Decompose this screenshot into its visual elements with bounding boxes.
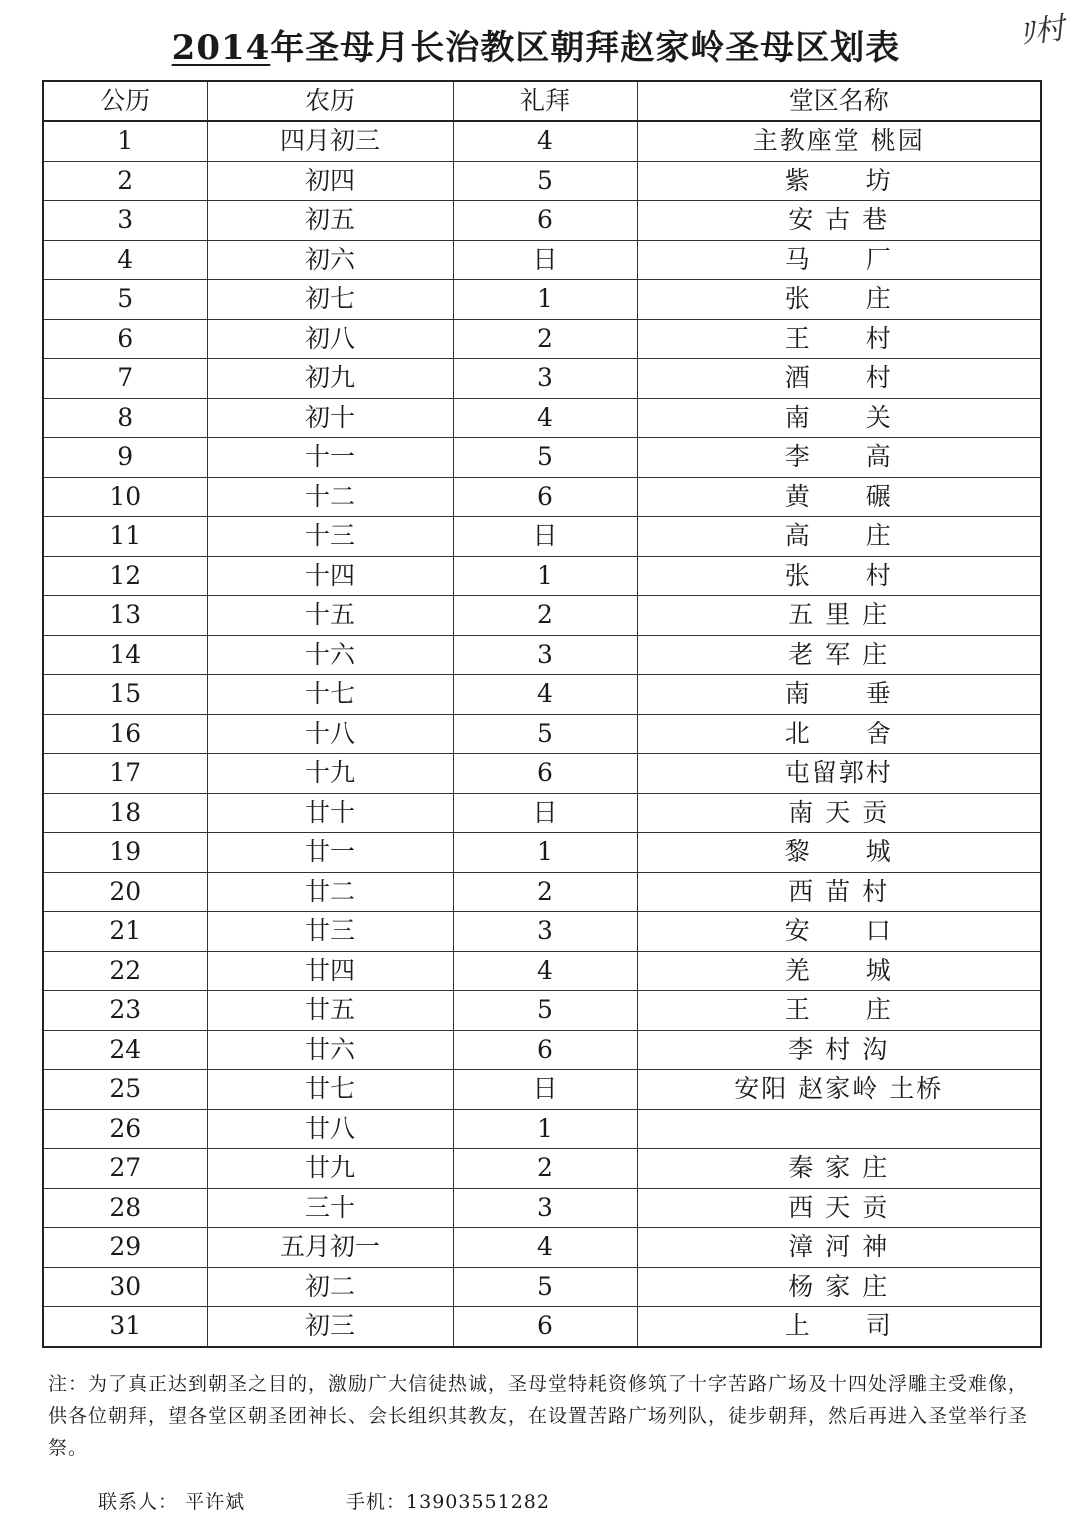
- table-row: [43, 1109, 1041, 1149]
- cell-parish: 安 口: [637, 912, 1041, 952]
- column-header-solar: 公历: [43, 81, 207, 121]
- cell-parish: 马 厂: [637, 240, 1041, 280]
- cell-lunar-date: 十三: [207, 517, 453, 557]
- cell-lunar-date: 廿二: [207, 872, 453, 912]
- cell-parish: 李 高: [637, 438, 1041, 478]
- table-row: [43, 991, 1041, 1031]
- cell-lunar-date: 三十: [207, 1188, 453, 1228]
- cell-lunar-date: 廿九: [207, 1149, 453, 1189]
- handwritten-corner-mark: ﾘ村: [1017, 11, 1067, 52]
- cell-weekday: 6: [453, 477, 637, 517]
- cell-weekday: 2: [453, 1149, 637, 1189]
- cell-solar-date: 16: [43, 714, 207, 754]
- cell-lunar-date: 初五: [207, 201, 453, 241]
- table-row: [43, 438, 1041, 478]
- cell-solar-date: 28: [43, 1188, 207, 1228]
- table-row: [43, 1188, 1041, 1228]
- cell-parish: 西 苗 村: [637, 872, 1041, 912]
- table-row: [43, 754, 1041, 794]
- cell-weekday: 4: [453, 121, 637, 161]
- cell-lunar-date: 初二: [207, 1267, 453, 1307]
- table-row: [43, 912, 1041, 952]
- cell-lunar-date: 十七: [207, 675, 453, 715]
- cell-parish: 西 天 贡: [637, 1188, 1041, 1228]
- cell-solar-date: 21: [43, 912, 207, 952]
- cell-parish: 王 村: [637, 319, 1041, 359]
- cell-parish: 老 军 庄: [637, 635, 1041, 675]
- table-header-row: [43, 81, 1041, 121]
- cell-parish: 南 天 贡: [637, 793, 1041, 833]
- table-row: [43, 1149, 1041, 1189]
- cell-lunar-date: 初九: [207, 359, 453, 399]
- table-row: [43, 161, 1041, 201]
- table-row: [43, 1307, 1041, 1347]
- table-row: [43, 714, 1041, 754]
- column-header-weekday: 礼拜: [453, 81, 637, 121]
- cell-solar-date: 27: [43, 1149, 207, 1189]
- cell-weekday: 1: [453, 1109, 637, 1149]
- cell-solar-date: 15: [43, 675, 207, 715]
- cell-solar-date: 12: [43, 556, 207, 596]
- cell-weekday: 3: [453, 359, 637, 399]
- cell-weekday: 5: [453, 161, 637, 201]
- cell-solar-date: 30: [43, 1267, 207, 1307]
- cell-solar-date: 4: [43, 240, 207, 280]
- cell-solar-date: 7: [43, 359, 207, 399]
- cell-weekday: 6: [453, 754, 637, 794]
- table-row: [43, 1267, 1041, 1307]
- table-row: [43, 675, 1041, 715]
- cell-weekday: 1: [453, 280, 637, 320]
- table-row: [43, 1030, 1041, 1070]
- column-header-parish: 堂区名称: [637, 81, 1041, 121]
- table-row: [43, 1070, 1041, 1110]
- table-row: [43, 280, 1041, 320]
- cell-parish: 上 司: [637, 1307, 1041, 1347]
- table-row: [43, 635, 1041, 675]
- cell-solar-date: 26: [43, 1109, 207, 1149]
- table-row: [43, 517, 1041, 557]
- cell-lunar-date: 廿十: [207, 793, 453, 833]
- cell-parish: 杨 家 庄: [637, 1267, 1041, 1307]
- cell-parish: 王 庄: [637, 991, 1041, 1031]
- contact-person-label: 联系人：: [98, 1491, 179, 1513]
- cell-weekday: 5: [453, 714, 637, 754]
- cell-parish: 黄 碾: [637, 477, 1041, 517]
- cell-weekday: 4: [453, 1228, 637, 1268]
- cell-parish: 南 垂: [637, 675, 1041, 715]
- cell-solar-date: 18: [43, 793, 207, 833]
- cell-lunar-date: 廿四: [207, 951, 453, 991]
- cell-weekday: 日: [453, 793, 637, 833]
- cell-weekday: 日: [453, 240, 637, 280]
- cell-lunar-date: 五月初一: [207, 1228, 453, 1268]
- cell-weekday: 6: [453, 1307, 637, 1347]
- cell-parish: 张 村: [637, 556, 1041, 596]
- cell-lunar-date: 初三: [207, 1307, 453, 1347]
- table-row: [43, 240, 1041, 280]
- cell-solar-date: 13: [43, 596, 207, 636]
- table-row: [43, 477, 1041, 517]
- table-body: [43, 121, 1041, 1347]
- cell-solar-date: 8: [43, 398, 207, 438]
- table-row: [43, 556, 1041, 596]
- cell-lunar-date: 十二: [207, 477, 453, 517]
- cell-lunar-date: 十八: [207, 714, 453, 754]
- cell-lunar-date: 廿五: [207, 991, 453, 1031]
- cell-solar-date: 9: [43, 438, 207, 478]
- cell-solar-date: 24: [43, 1030, 207, 1070]
- cell-lunar-date: 初七: [207, 280, 453, 320]
- cell-lunar-date: 廿七: [207, 1070, 453, 1110]
- cell-parish: 黎 城: [637, 833, 1041, 873]
- cell-weekday: 4: [453, 951, 637, 991]
- note-paragraph: 注：为了真正达到朝圣之目的，激励广大信徒热诚，圣母堂特耗资修筑了十字苦路广场及十四处浮雕主受难像，供各位朝拜，望各堂区朝圣团神长、会长组织其教友，在设置苦路广场列队，徒步朝拜，然后再进入圣堂举行圣祭。: [48, 1373, 1029, 1459]
- cell-weekday: 4: [453, 675, 637, 715]
- cell-lunar-date: 初四: [207, 161, 453, 201]
- cell-weekday: 5: [453, 991, 637, 1031]
- cell-parish: 紫 坊: [637, 161, 1041, 201]
- column-header-lunar: 农历: [207, 81, 453, 121]
- table-row: [43, 951, 1041, 991]
- cell-parish: 屯留郭村: [637, 754, 1041, 794]
- cell-solar-date: 14: [43, 635, 207, 675]
- cell-lunar-date: 廿一: [207, 833, 453, 873]
- table-row: [43, 359, 1041, 399]
- cell-solar-date: 10: [43, 477, 207, 517]
- cell-weekday: 2: [453, 319, 637, 359]
- cell-weekday: 2: [453, 596, 637, 636]
- cell-parish: 安 古 巷: [637, 201, 1041, 241]
- cell-weekday: 2: [453, 872, 637, 912]
- cell-solar-date: 23: [43, 991, 207, 1031]
- table-row: [43, 319, 1041, 359]
- cell-weekday: 1: [453, 556, 637, 596]
- cell-weekday: 3: [453, 635, 637, 675]
- cell-lunar-date: 初六: [207, 240, 453, 280]
- cell-lunar-date: 十六: [207, 635, 453, 675]
- cell-parish: 漳 河 神: [637, 1228, 1041, 1268]
- cell-solar-date: 20: [43, 872, 207, 912]
- cell-solar-date: 19: [43, 833, 207, 873]
- pilgrimage-schedule-table: [42, 80, 1042, 1348]
- cell-lunar-date: 十五: [207, 596, 453, 636]
- cell-solar-date: 6: [43, 319, 207, 359]
- table-row: [43, 872, 1041, 912]
- table-row: [43, 121, 1041, 161]
- cell-lunar-date: 十一: [207, 438, 453, 478]
- cell-weekday: 日: [453, 517, 637, 557]
- cell-solar-date: 22: [43, 951, 207, 991]
- cell-weekday: 6: [453, 1030, 637, 1070]
- cell-weekday: 5: [453, 438, 637, 478]
- cell-parish: 羌 城: [637, 951, 1041, 991]
- cell-solar-date: 29: [43, 1228, 207, 1268]
- table-row: [43, 596, 1041, 636]
- table-row: [43, 398, 1041, 438]
- cell-lunar-date: 十四: [207, 556, 453, 596]
- cell-weekday: 1: [453, 833, 637, 873]
- cell-lunar-date: 四月初三: [207, 121, 453, 161]
- cell-solar-date: 31: [43, 1307, 207, 1347]
- cell-solar-date: 1: [43, 121, 207, 161]
- cell-weekday: 4: [453, 398, 637, 438]
- cell-solar-date: 5: [43, 280, 207, 320]
- table-row: [43, 793, 1041, 833]
- cell-weekday: 5: [453, 1267, 637, 1307]
- cell-parish: [637, 1109, 1041, 1149]
- cell-lunar-date: 十九: [207, 754, 453, 794]
- cell-solar-date: 17: [43, 754, 207, 794]
- cell-parish: 安阳 赵家岭 土桥: [637, 1070, 1041, 1110]
- cell-solar-date: 3: [43, 201, 207, 241]
- table-row: [43, 1228, 1041, 1268]
- contact-line: [98, 1488, 550, 1516]
- title-year: 2014: [171, 28, 271, 68]
- cell-weekday: 3: [453, 912, 637, 952]
- cell-lunar-date: 初八: [207, 319, 453, 359]
- cell-weekday: 6: [453, 201, 637, 241]
- cell-lunar-date: 初十: [207, 398, 453, 438]
- cell-solar-date: 25: [43, 1070, 207, 1110]
- title-text: 年圣母月长治教区朝拜赵家岭圣母区划表: [270, 28, 901, 68]
- contact-phone-label: 手机：: [346, 1491, 407, 1513]
- contact-person-name: 平许斌: [185, 1491, 246, 1513]
- cell-solar-date: 2: [43, 161, 207, 201]
- cell-lunar-date: 廿六: [207, 1030, 453, 1070]
- cell-parish: 秦 家 庄: [637, 1149, 1041, 1189]
- cell-parish: 李 村 沟: [637, 1030, 1041, 1070]
- cell-parish: 主教座堂 桃园: [637, 121, 1041, 161]
- contact-phone: [346, 1488, 550, 1516]
- cell-parish: 五 里 庄: [637, 596, 1041, 636]
- cell-weekday: 3: [453, 1188, 637, 1228]
- contact-phone-number: 13903551282: [406, 1491, 550, 1513]
- cell-weekday: 日: [453, 1070, 637, 1110]
- cell-parish: 南 关: [637, 398, 1041, 438]
- table-row: [43, 833, 1041, 873]
- page-title: [0, 24, 1072, 72]
- table-row: [43, 201, 1041, 241]
- cell-parish: 酒 村: [637, 359, 1041, 399]
- cell-parish: 高 庄: [637, 517, 1041, 557]
- cell-lunar-date: 廿八: [207, 1109, 453, 1149]
- cell-parish: 张 庄: [637, 280, 1041, 320]
- cell-lunar-date: 廿三: [207, 912, 453, 952]
- cell-solar-date: 11: [43, 517, 207, 557]
- cell-parish: 北 舍: [637, 714, 1041, 754]
